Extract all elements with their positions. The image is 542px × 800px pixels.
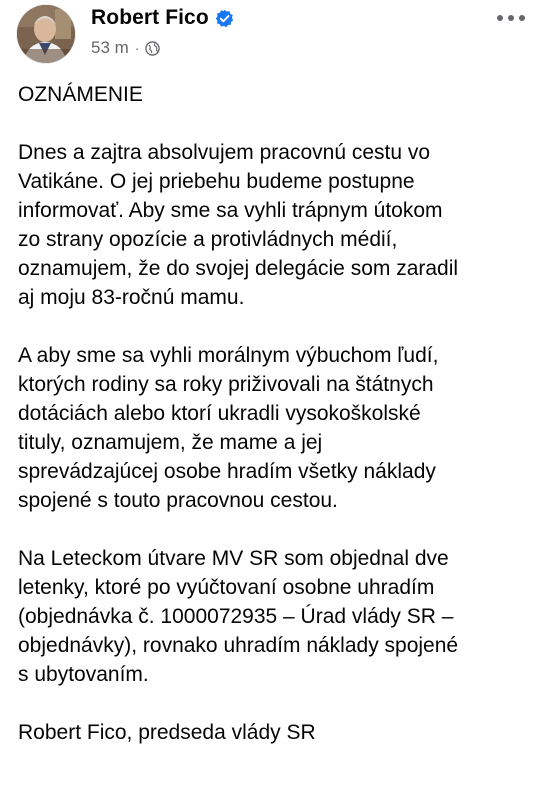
more-dots-icon — [496, 14, 526, 22]
verified-badge-icon — [215, 9, 234, 28]
post-paragraph: A aby sme sa vyhli morálnym výbuchom ľudí, ktorých rodiny sa roky priživovali na štátnych dotáciách alebo ktorí ukradli vysokoškolské tituly, oznamujem, že mame a jej sprevádzajúcej osobe hradím všetky náklady spojené s touto pracovnou cestou. — [18, 344, 439, 512]
post-heading: OZNÁMENIE — [18, 83, 143, 106]
post-text — [18, 80, 533, 747]
post-header — [0, 0, 542, 70]
globe-icon[interactable] — [145, 41, 160, 56]
author-row — [91, 5, 234, 31]
post-timestamp[interactable]: 53 m — [91, 38, 129, 57]
avatar[interactable] — [17, 5, 75, 63]
more-options-button[interactable] — [494, 8, 528, 28]
post-paragraph: Dnes a zajtra absolvujem pracovnú cestu vo Vatikáne. O jej priebehu budeme postupne informovať. Aby sme sa vyhli trápnym útokom zo strany opozície a protivládnych médií, oznamujem, že do svojej delegácie som zaradil aj moju 83-ročnú mamu. — [18, 141, 459, 309]
post-signature: Robert Fico, predseda vlády SR — [18, 721, 316, 744]
meta-separator: · — [134, 40, 140, 56]
post-paragraph: Na Leteckom útvare MV SR som objednal dve letenky, ktoré po vyúčtovaní osobne uhradím (objednávka č. 1000072935 – Úrad vlády SR – objednávky), rovnako uhradím náklady spojené s ubytovaním. — [18, 547, 459, 686]
avatar-image — [17, 5, 75, 63]
post-meta — [91, 36, 160, 60]
author-name[interactable]: Robert Fico — [91, 6, 209, 29]
